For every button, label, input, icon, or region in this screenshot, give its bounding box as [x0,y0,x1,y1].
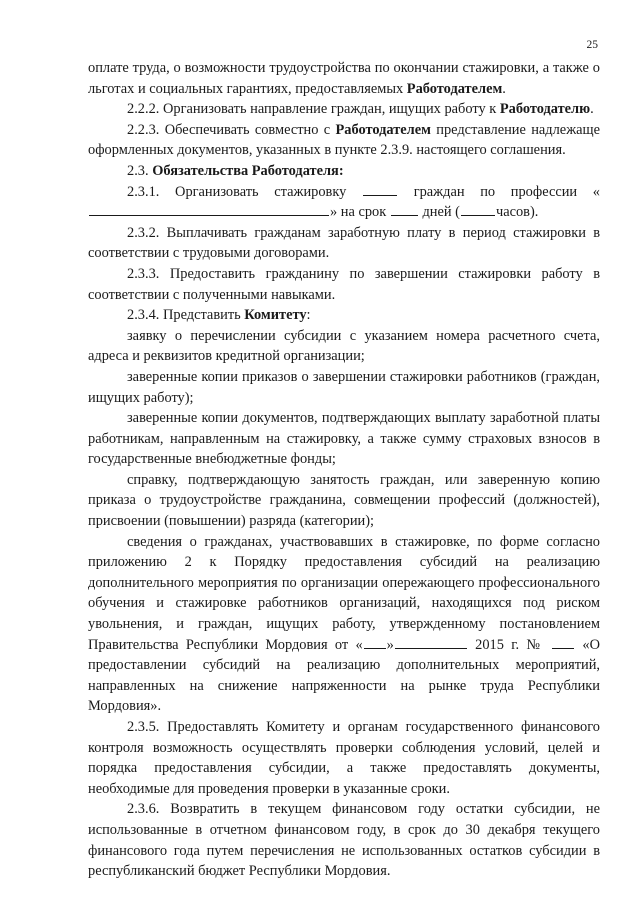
text: оплате труда, о возможности трудоустройства по окончании стажировки, а также о льготах и социальных гарантиях, предоставляемых [88,60,600,97]
list-item-application: заявку о перечислении субсидии с указанием номера расчетного счета, адреса и реквизитов кредитной организации; [88,327,600,365]
bold-text: Работодателем [406,80,503,97]
text: » на срок [330,204,390,221]
blank-line [552,635,574,649]
text: 2.3.1. Организовать стажировку [127,183,363,200]
blank-line [391,202,418,216]
text: представление надлежаще оформленных документов, указанных в пункте 2.3.9. настоящего соглашения. [88,121,600,159]
clause-2-2-2 [88,99,600,120]
text: 2.2.2. Организовать направление граждан, ищущих работу к [127,101,500,118]
text: . [502,80,506,97]
list-item-employment-certificate: справку, подтверждающую занятость граждан, или заверенную копию приказа о трудоустройстве гражданина, совмещении профессий (должностей), присвоении (повышении) разряда (категории); [88,471,600,530]
paragraph-1 [88,58,600,99]
text: дней ( [418,204,460,221]
clause-2-3-2: 2.3.2. Выплачивать гражданам заработную плату в период стажировки в соответствии с трудовыми договорами. [88,224,600,262]
bold-text: Работодателю [499,101,591,118]
text: «О предоставлении субсидий на реализацию дополнительных мероприятий, направленных на снижение напряженности на рынке труда Республики Мордовия». [88,636,601,715]
document-body [88,58,600,882]
clause-2-2-3 [88,120,600,161]
blank-line [89,202,329,216]
text: » [386,636,394,653]
text: граждан по профессии « [398,183,600,200]
text: : [306,307,311,324]
section-title: Обязательства Работодателя: [152,162,344,179]
blank-line [363,182,397,196]
text: часов). [495,204,539,221]
list-item-orders: заверенные копии приказов о завершении стажировки работников (граждан, ищущих работу); [88,368,600,406]
section-number: 2.3. [127,162,153,179]
list-item-salary-docs: заверенные копии документов, подтверждающих выплату заработной платы работникам, направленным на стажировку, а также сумму страховых взносов в государственные внебюджетные фонды; [88,410,600,468]
clause-2-3-4 [88,305,600,326]
text: 2.2.3. Обеспечивать совместно с [127,121,336,138]
blank-line [364,635,386,649]
clause-2-3-5: 2.3.5. Предоставлять Комитету и органам государственного финансового контроля возможность осуществлять проверки соблюдения условий, целей и порядка предоставления субсидии, а также предоставлять документы, необходимые для проведения проверки в указанные сроки. [88,719,600,797]
clause-2-3-1 [88,182,600,223]
page-number: 25 [586,39,598,51]
section-2-3-heading [88,161,600,182]
blank-line [461,202,495,216]
text: 2015 г. № [467,636,552,653]
bold-text: Работодателем [335,121,431,138]
clause-2-3-3: 2.3.3. Предоставить гражданину по завершении стажировки работу в соответствии с полученными навыками. [88,265,600,303]
blank-line [395,635,467,649]
bold-text: Комитету [244,307,307,324]
clause-2-3-6: 2.3.6. Возвратить в текущем финансовом году остатки субсидии, не использованные в отчетном финансовом году, в срок до 30 декабря текущего финансового года путем перечисления не использованных остатков субсидии в республиканский бюджет Республики Мордовия. [88,801,600,880]
text: . [590,101,594,118]
list-item-participant-info [88,532,600,717]
text: сведения о гражданах, участвовавших в стажировке, по форме согласно приложению 2 к Порядку предоставления субсидий на реализацию дополнительного мероприятия по организации опережающего профессионального обучения и стажировке работников организаций, находящихся под риском увольнения, и граждан, ищущих работу, утвержденному постановлением Правительства Республики Мордовия от « [88,533,600,653]
text: 2.3.4. Представить [127,307,245,324]
